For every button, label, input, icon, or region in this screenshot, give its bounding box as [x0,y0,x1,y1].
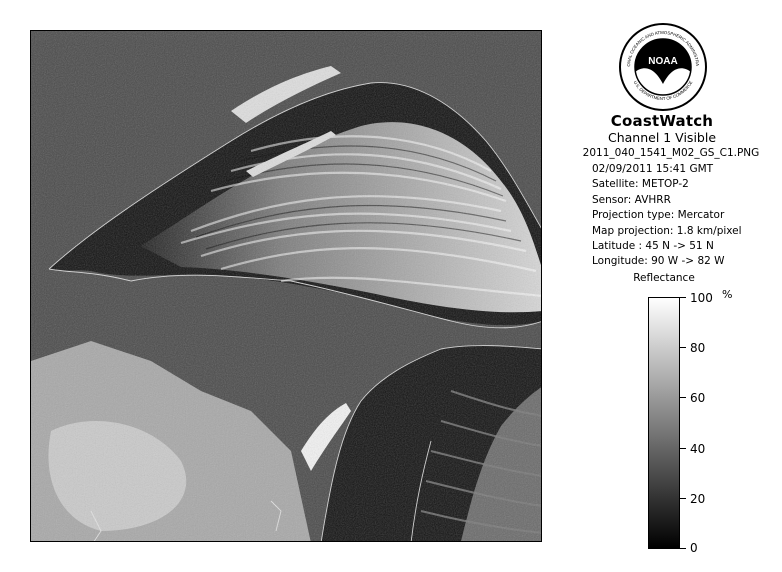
satellite-image-drawing [31,31,542,542]
colorbar-tick-label: 80 [690,341,706,355]
metadata-list [592,162,782,270]
info-panel [560,0,782,572]
colorbar-tick-label: 20 [690,492,706,506]
noaa-logo [618,22,708,112]
sensor-info: Sensor: AVHRR [592,193,671,206]
colorbar-tick-label: 100 [690,291,713,305]
product-title: CoastWatch [610,112,714,130]
satellite-image [30,30,542,542]
latitude-range: Latitude : 45 N -> 51 N [592,240,714,253]
colorbar-tick [680,498,686,499]
image-grain [31,31,542,542]
colorbar-tick-label: 0 [690,541,698,555]
colorbar [648,297,680,549]
colorbar-tick [680,297,686,298]
colorbar-tick [680,347,686,348]
colorbar-unit: % [722,288,733,301]
satellite-info: Satellite: METOP-2 [592,178,689,191]
colorbar-tick [680,548,686,549]
projection-type: Projection type: Mercator [592,209,725,222]
colorbar-tick-label: 60 [690,391,706,405]
channel-subtitle: Channel 1 Visible [607,130,717,145]
colorbar-title: Reflectance [633,272,695,284]
colorbar-tick [680,397,686,398]
noaa-logo-ring-top: ONAL OCEANIC AND ATMOSPHERIC ADMINISTRA [625,29,700,67]
longitude-range: Longitude: 90 W -> 82 W [592,255,725,268]
colorbar-tick [680,448,686,449]
file-name: 2011_040_1541_M02_GS_C1.PNG [582,147,760,159]
noaa-logo-ring-bottom: U.S. DEPARTMENT OF COMMERCE [632,79,694,102]
map-projection: Map projection: 1.8 km/pixel [592,224,742,237]
colorbar-tick-label: 40 [690,442,706,456]
date-time: 02/09/2011 15:41 GMT [592,163,714,175]
noaa-logo-text: NOAA [648,56,678,67]
